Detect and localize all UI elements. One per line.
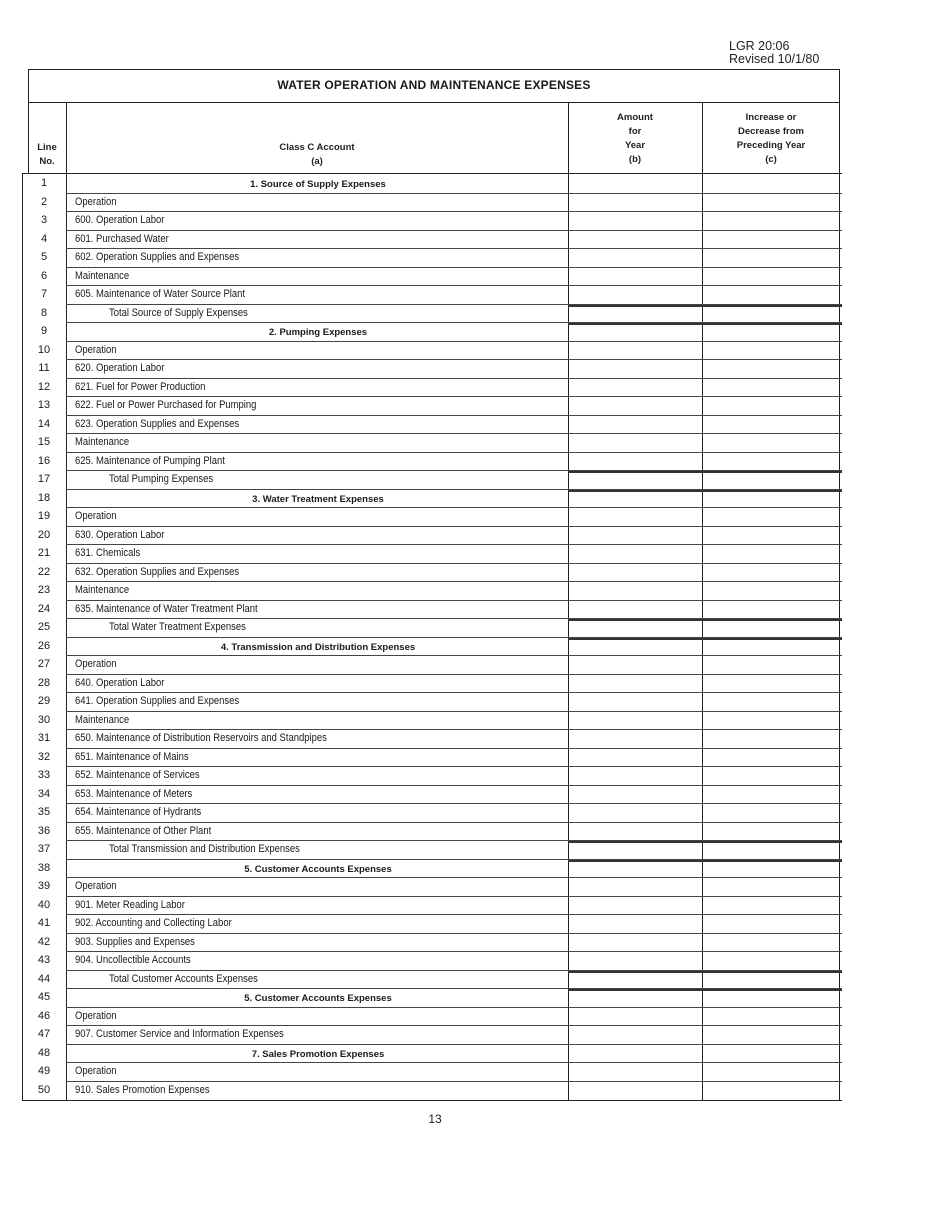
table-row (22, 878, 842, 897)
line-number: 18 (37, 491, 51, 504)
table-row (22, 453, 842, 472)
account-description: Operation (75, 343, 117, 356)
change-cell[interactable] (703, 878, 840, 897)
account-description: Operation (75, 510, 117, 522)
change-cell[interactable] (703, 453, 840, 472)
account-description: 903. Supplies and Expenses (75, 935, 195, 948)
table-row (22, 434, 842, 453)
amount-cell[interactable] (569, 508, 702, 527)
amount-cell[interactable] (569, 194, 702, 213)
table-row (22, 379, 842, 398)
account-description: 620. Operation Labor (75, 362, 165, 374)
table-row (22, 286, 842, 305)
amount-cell[interactable] (569, 490, 702, 509)
account-description: 640. Operation Labor (75, 676, 165, 689)
amount-cell[interactable] (569, 379, 702, 398)
change-cell[interactable] (703, 1026, 840, 1045)
amount-cell[interactable] (569, 286, 702, 305)
table-row (22, 249, 842, 268)
table-row (22, 1063, 842, 1082)
line-number: 34 (37, 787, 51, 800)
amount-cell[interactable] (569, 730, 702, 749)
change-cell[interactable] (703, 527, 840, 546)
table-row (22, 342, 842, 361)
table-row (22, 416, 842, 435)
amount-cell[interactable] (569, 434, 702, 453)
amount-cell[interactable] (569, 897, 702, 916)
line-number: 39 (37, 880, 51, 892)
change-cell[interactable] (703, 305, 840, 324)
change-cell[interactable] (703, 268, 840, 287)
account-description: 602. Operation Supplies and Expenses (75, 251, 240, 263)
line-number: 49 (37, 1065, 51, 1077)
table-row (22, 1026, 842, 1045)
change-cell[interactable] (703, 434, 840, 453)
line-number: 25 (37, 621, 51, 633)
change-cell[interactable] (703, 360, 840, 379)
change-cell[interactable] (703, 582, 840, 601)
table-row (22, 915, 842, 934)
section-title: 3. Water Treatment Expenses (252, 493, 384, 505)
amount-cell[interactable] (569, 952, 702, 971)
table-row (22, 582, 842, 601)
amount-cell[interactable] (569, 249, 702, 268)
change-cell[interactable] (703, 545, 840, 564)
amount-cell[interactable] (569, 786, 702, 805)
change-cell[interactable] (703, 860, 840, 879)
account-description: 901. Meter Reading Labor (75, 898, 185, 911)
amount-cell[interactable] (569, 453, 702, 472)
change-cell[interactable] (703, 897, 840, 916)
line-number: 21 (37, 547, 51, 559)
line-number: 40 (37, 898, 51, 911)
form-number: LGR 20:06 (729, 39, 790, 53)
line-number: 11 (38, 362, 50, 374)
table-row (22, 1082, 842, 1102)
change-cell[interactable] (703, 416, 840, 435)
account-description: 622. Fuel or Power Purchased for Pumping (75, 399, 257, 411)
line-number: 33 (37, 769, 51, 781)
change-cell[interactable] (703, 194, 840, 213)
line-number: 4 (40, 232, 48, 245)
line-number: 35 (37, 806, 51, 818)
line-number: 42 (37, 935, 51, 948)
table-row (22, 712, 842, 731)
table-row (22, 804, 842, 823)
change-cell[interactable] (703, 786, 840, 805)
line-number: 1 (40, 177, 48, 189)
account-description: 655. Maintenance of Other Plant (75, 824, 212, 837)
amount-cell[interactable] (569, 656, 702, 675)
change-cell[interactable] (703, 804, 840, 823)
line-number: 41 (37, 917, 51, 929)
change-cell[interactable] (703, 767, 840, 786)
change-cell[interactable] (703, 693, 840, 712)
amount-cell[interactable] (569, 693, 702, 712)
page-number: 13 (428, 1112, 442, 1126)
change-cell[interactable] (703, 638, 840, 657)
table-row (22, 656, 842, 675)
change-cell[interactable] (703, 952, 840, 971)
change-cell[interactable] (703, 471, 840, 490)
table-row (22, 1008, 842, 1027)
account-description: Maintenance (75, 584, 130, 596)
table-row (22, 508, 842, 527)
amount-cell[interactable] (569, 471, 702, 490)
account-description: Operation (75, 1065, 117, 1077)
line-number: 26 (37, 639, 51, 652)
amount-cell[interactable] (569, 545, 702, 564)
change-cell[interactable] (703, 749, 840, 768)
amount-cell[interactable] (569, 1063, 702, 1082)
change-cell[interactable] (703, 934, 840, 953)
line-number: 23 (37, 584, 51, 596)
change-cell[interactable] (703, 1082, 840, 1101)
change-cell[interactable] (703, 1008, 840, 1027)
amount-cell[interactable] (569, 323, 702, 342)
amount-cell[interactable] (569, 1026, 702, 1045)
line-number: 47 (37, 1028, 51, 1040)
revision-date: Revised 10/1/80 (729, 52, 820, 66)
total-row (22, 841, 842, 860)
amount-cell[interactable] (569, 231, 702, 250)
line-number: 37 (37, 843, 51, 855)
line-number: 24 (37, 602, 51, 615)
amount-cell[interactable] (569, 268, 702, 287)
change-cell[interactable] (703, 286, 840, 305)
section-title: 4. Transmission and Distribution Expenses (220, 641, 416, 653)
change-cell[interactable] (703, 730, 840, 749)
account-description: 605. Maintenance of Water Source Plant (75, 288, 246, 300)
table-row (22, 693, 842, 712)
table-row (22, 527, 842, 546)
form-title: WATER OPERATION AND MAINTENANCE EXPENSES (277, 78, 591, 92)
change-cell[interactable] (703, 1063, 840, 1082)
account-description: Operation (75, 658, 117, 670)
change-cell[interactable] (703, 508, 840, 527)
table-row (22, 397, 842, 416)
change-cell[interactable] (703, 379, 840, 398)
change-cell[interactable] (703, 397, 840, 416)
change-cell[interactable] (703, 601, 840, 620)
table-row (22, 823, 842, 842)
section-title: 5. Customer Accounts Expenses (244, 863, 392, 875)
line-number: 38 (37, 861, 51, 874)
change-cell[interactable] (703, 656, 840, 675)
section-title: 1. Source of Supply Expenses (250, 179, 386, 190)
total-row (22, 305, 842, 324)
line-number: 50 (37, 1083, 51, 1096)
line-number: 12 (37, 380, 51, 393)
line-number: 36 (37, 824, 51, 837)
table-row (22, 767, 842, 786)
change-cell[interactable] (703, 989, 840, 1008)
table-row (22, 952, 842, 971)
amount-cell[interactable] (569, 823, 702, 842)
amount-cell[interactable] (569, 878, 702, 897)
line-number: 3 (40, 214, 48, 226)
amount-cell[interactable] (569, 1045, 702, 1064)
section-heading-row (22, 860, 842, 879)
amount-cell[interactable] (569, 342, 702, 361)
total-row (22, 619, 842, 638)
line-number: 46 (37, 1009, 51, 1022)
amount-cell[interactable] (569, 175, 702, 194)
section-title: 2. Pumping Expenses (268, 327, 368, 338)
account-description: Maintenance (75, 269, 130, 282)
amount-cell[interactable] (569, 989, 702, 1008)
amount-cell[interactable] (569, 397, 702, 416)
change-cell[interactable] (703, 323, 840, 342)
change-cell[interactable] (703, 971, 840, 990)
account-description: Total Source of Supply Expenses (109, 306, 248, 319)
change-cell[interactable] (703, 342, 840, 361)
section-heading-row (22, 989, 842, 1008)
amount-cell[interactable] (569, 971, 702, 990)
amount-cell[interactable] (569, 841, 702, 860)
line-number: 43 (37, 954, 51, 966)
amount-cell[interactable] (569, 582, 702, 601)
account-description: 632. Operation Supplies and Expenses (75, 565, 240, 578)
table-row (22, 934, 842, 953)
account-description: Operation (75, 195, 117, 208)
account-description: 910. Sales Promotion Expenses (75, 1083, 210, 1096)
account-description: Total Water Treatment Expenses (109, 621, 246, 633)
account-description: 625. Maintenance of Pumping Plant (75, 454, 225, 467)
section-heading-row (22, 175, 842, 194)
line-number: 31 (37, 732, 51, 744)
amount-cell[interactable] (569, 619, 702, 638)
change-cell[interactable] (703, 1045, 840, 1064)
change-cell[interactable] (703, 823, 840, 842)
table-row (22, 231, 842, 250)
amount-cell[interactable] (569, 601, 702, 620)
amount-cell[interactable] (569, 749, 702, 768)
table-row (22, 564, 842, 583)
change-cell[interactable] (703, 675, 840, 694)
account-description: 651. Maintenance of Mains (75, 750, 189, 763)
section-heading-row (22, 323, 842, 342)
change-cell[interactable] (703, 841, 840, 860)
line-number: 7 (40, 288, 48, 300)
amount-cell[interactable] (569, 638, 702, 657)
line-number: 28 (37, 676, 51, 689)
amount-cell[interactable] (569, 564, 702, 583)
account-description: Total Customer Accounts Expenses (109, 972, 258, 985)
line-number: 2 (40, 195, 48, 208)
amount-cell[interactable] (569, 212, 702, 231)
line-number: 16 (37, 454, 51, 467)
account-description: Operation (75, 1009, 117, 1022)
header-line-no: Line No. (37, 142, 57, 167)
line-number: 17 (37, 473, 51, 485)
account-description: 601. Purchased Water (75, 232, 169, 245)
account-description: 902. Accounting and Collecting Labor (75, 917, 232, 929)
section-title: 7. Sales Promotion Expenses (251, 1048, 385, 1060)
amount-cell[interactable] (569, 305, 702, 324)
table-row (22, 360, 842, 379)
amount-cell[interactable] (569, 675, 702, 694)
change-cell[interactable] (703, 490, 840, 509)
amount-cell[interactable] (569, 767, 702, 786)
line-number: 13 (37, 399, 51, 411)
amount-cell[interactable] (569, 416, 702, 435)
amount-cell[interactable] (569, 1082, 702, 1101)
account-description: 654. Maintenance of Hydrants (75, 806, 202, 818)
line-number: 10 (37, 343, 51, 356)
line-number: 8 (40, 306, 48, 319)
change-cell[interactable] (703, 564, 840, 583)
line-number: 9 (40, 325, 48, 337)
change-cell[interactable] (703, 212, 840, 231)
table-row (22, 749, 842, 768)
table-row (22, 675, 842, 694)
line-number: 45 (37, 991, 51, 1003)
change-cell[interactable] (703, 249, 840, 268)
change-cell[interactable] (703, 175, 840, 194)
change-cell[interactable] (703, 712, 840, 731)
expense-table-body (22, 175, 842, 1101)
account-description: 631. Chemicals (75, 547, 141, 559)
section-heading-row (22, 638, 842, 657)
account-description: Operation (75, 880, 117, 892)
header-amount: Amount for Year (b) (617, 112, 653, 165)
account-description: Maintenance (75, 713, 130, 726)
table-row (22, 194, 842, 213)
account-description: 907. Customer Service and Information Expenses (75, 1028, 284, 1040)
amount-cell[interactable] (569, 712, 702, 731)
line-number: 27 (37, 658, 51, 670)
table-row (22, 212, 842, 231)
header-account: Class C Account (a) (279, 142, 355, 167)
change-cell[interactable] (703, 915, 840, 934)
amount-cell[interactable] (569, 915, 702, 934)
line-number: 19 (37, 510, 51, 522)
line-number: 14 (37, 417, 51, 430)
table-row (22, 545, 842, 564)
account-description: 630. Operation Labor (75, 528, 165, 541)
line-number: 29 (37, 695, 51, 707)
account-description: Maintenance (75, 436, 130, 448)
table-row (22, 730, 842, 749)
account-description: 600. Operation Labor (75, 214, 165, 226)
line-number: 32 (37, 750, 51, 763)
change-cell[interactable] (703, 231, 840, 250)
line-number: 48 (37, 1046, 51, 1059)
account-description: 641. Operation Supplies and Expenses (75, 695, 240, 707)
account-description: 652. Maintenance of Services (75, 769, 200, 781)
line-number: 15 (37, 436, 51, 448)
form-identifier (729, 40, 839, 66)
account-description: 623. Operation Supplies and Expenses (75, 417, 240, 430)
account-description: 650. Maintenance of Distribution Reservoirs and Standpipes (75, 732, 327, 744)
section-heading-row (22, 1045, 842, 1064)
table-row (22, 786, 842, 805)
amount-cell[interactable] (569, 934, 702, 953)
line-number: 5 (40, 251, 48, 263)
table-row (22, 268, 842, 287)
table-row (22, 897, 842, 916)
section-heading-row (22, 490, 842, 509)
total-row (22, 471, 842, 490)
line-number: 22 (37, 565, 51, 578)
account-description: Total Pumping Expenses (109, 473, 214, 485)
header-change: Increase or Decrease from Preceding Year (c) (736, 112, 806, 165)
amount-cell[interactable] (569, 1008, 702, 1027)
line-number: 44 (37, 972, 51, 985)
table-row (22, 601, 842, 620)
section-title: 5. Customer Accounts Expenses (244, 993, 392, 1004)
account-description: 635. Maintenance of Water Treatment Plant (75, 602, 258, 615)
account-description: 904. Uncollectible Accounts (75, 954, 191, 966)
amount-cell[interactable] (569, 527, 702, 546)
account-description: Total Transmission and Distribution Expenses (109, 843, 300, 855)
account-description: 653. Maintenance of Meters (75, 787, 193, 800)
line-number: 30 (37, 713, 51, 726)
line-number: 6 (40, 269, 48, 282)
change-cell[interactable] (703, 619, 840, 638)
amount-cell[interactable] (569, 860, 702, 879)
amount-cell[interactable] (569, 360, 702, 379)
account-description: 621. Fuel for Power Production (75, 380, 206, 393)
line-number: 20 (37, 528, 51, 541)
total-row (22, 971, 842, 990)
amount-cell[interactable] (569, 804, 702, 823)
